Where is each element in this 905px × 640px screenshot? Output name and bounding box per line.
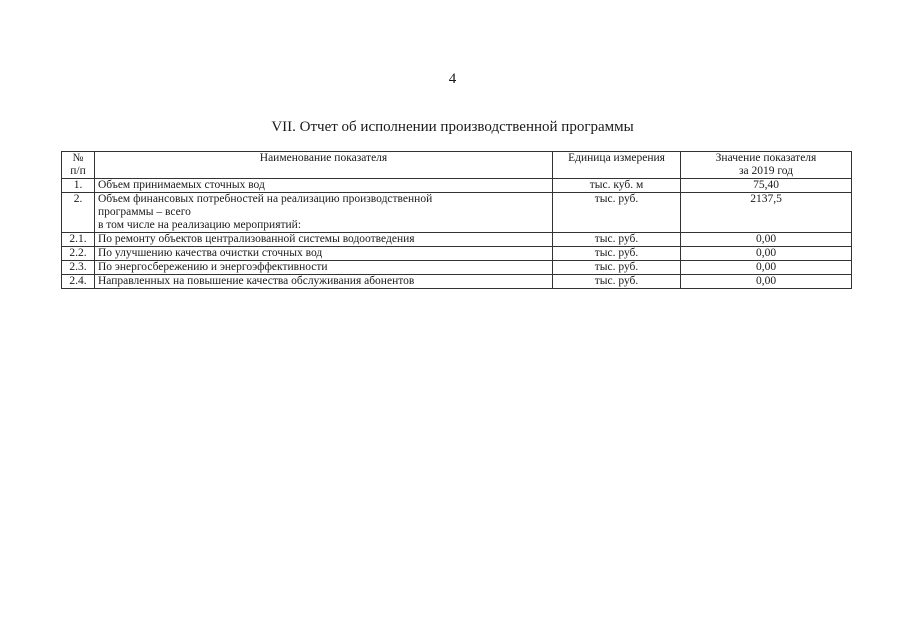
report-table	[61, 151, 852, 289]
header-name: Наименование показателя	[95, 152, 553, 179]
row-unit: тыс. куб. м	[553, 179, 681, 193]
table-row	[62, 275, 852, 289]
row-name: Объем принимаемых сточных вод	[95, 179, 553, 193]
row-value: 0,00	[681, 233, 852, 247]
row-name: По энергосбережению и энергоэффективности	[95, 261, 553, 275]
row-unit: тыс. руб.	[553, 261, 681, 275]
row-name: По ремонту объектов централизованной системы водоотведения	[95, 233, 553, 247]
header-value-line2: за 2019 год	[738, 165, 794, 177]
row-num: 2.3.	[62, 261, 95, 275]
row-num: 1.	[62, 179, 95, 193]
row-value: 75,40	[681, 179, 852, 193]
row-name-line1: Объем финансовых потребностей на реализацию производственной	[98, 193, 433, 205]
row-name: По улучшению качества очистки сточных вод	[95, 247, 553, 261]
header-value	[681, 152, 852, 179]
row-num: 2.2.	[62, 247, 95, 261]
row-num: 2.	[62, 193, 95, 233]
header-num-line1: №	[72, 152, 84, 164]
table-header-row	[62, 152, 852, 179]
row-num: 2.1.	[62, 233, 95, 247]
row-unit: тыс. руб.	[553, 193, 681, 233]
table-row	[62, 193, 852, 233]
header-value-line1: Значение показателя	[715, 152, 817, 164]
row-unit: тыс. руб.	[553, 247, 681, 261]
row-name-line2: программы – всего	[98, 206, 191, 218]
row-value: 0,00	[681, 275, 852, 289]
row-unit: тыс. руб.	[553, 275, 681, 289]
row-name: Направленных на повышение качества обслуживания абонентов	[95, 275, 553, 289]
row-value: 2137,5	[681, 193, 852, 233]
header-num-line2: п/п	[70, 165, 86, 177]
table-row	[62, 247, 852, 261]
row-name	[95, 193, 553, 233]
table-row	[62, 233, 852, 247]
row-name-line3: в том числе на реализацию мероприятий:	[98, 219, 302, 231]
page-number: 4	[448, 71, 457, 87]
header-num	[62, 152, 95, 179]
row-value: 0,00	[681, 247, 852, 261]
row-value: 0,00	[681, 261, 852, 275]
section-title: VII. Отчет об исполнении производственной программы	[271, 119, 634, 135]
table-row	[62, 261, 852, 275]
row-num: 2.4.	[62, 275, 95, 289]
row-unit: тыс. руб.	[553, 233, 681, 247]
table-row	[62, 179, 852, 193]
header-unit: Единица измерения	[553, 152, 681, 179]
